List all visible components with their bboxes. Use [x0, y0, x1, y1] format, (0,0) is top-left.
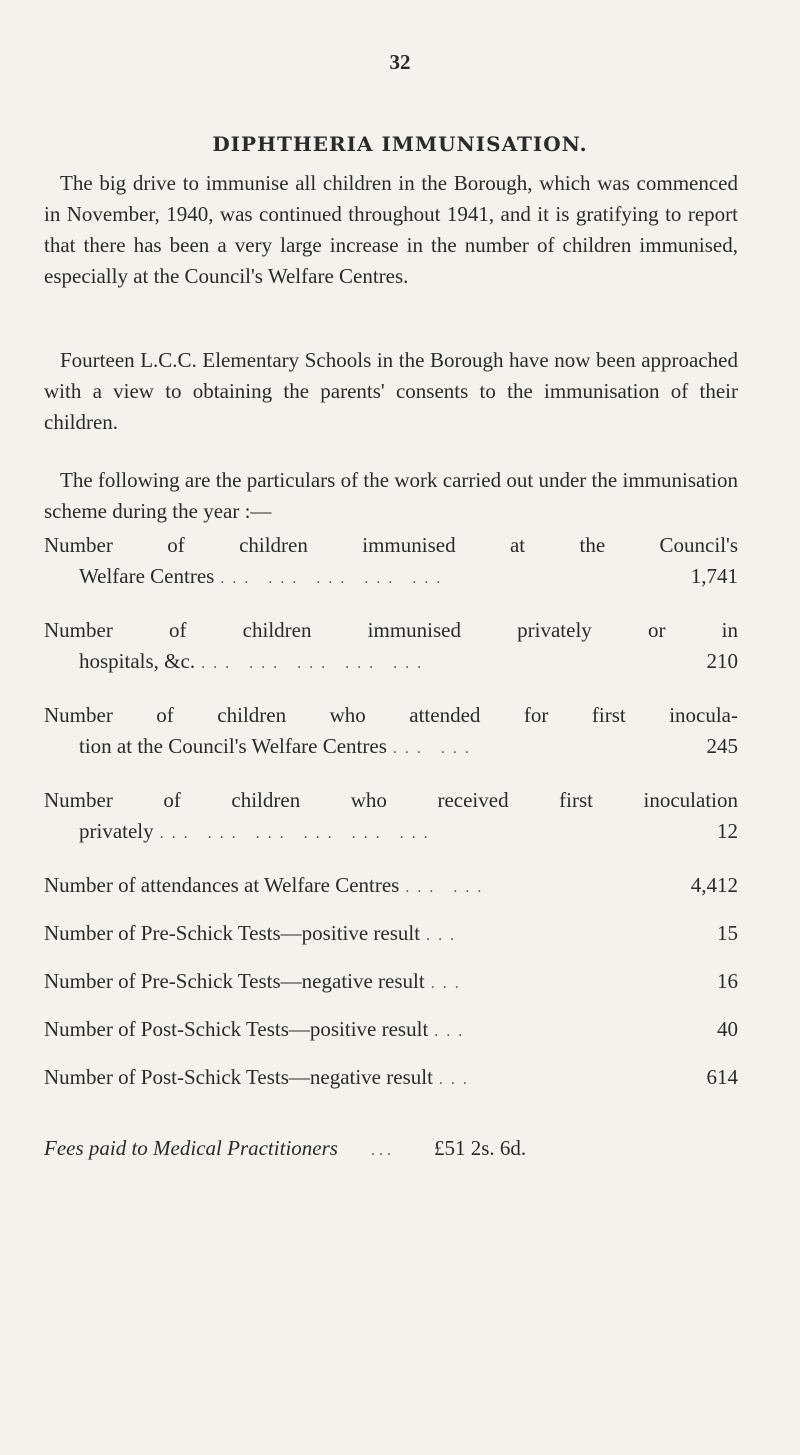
list-item: [44, 966, 738, 999]
item-label-line2: privately: [79, 819, 154, 843]
item-label: Number of Post-Schick Tests—positive result: [44, 1017, 429, 1041]
item-value: 12: [717, 819, 738, 843]
list-item: [44, 1062, 738, 1095]
leader-dots: ... ...: [392, 740, 477, 757]
list-item: [44, 530, 738, 594]
leader-dots: ...: [438, 1071, 475, 1088]
item-label: Number of Post-Schick Tests—negative result: [44, 1065, 433, 1089]
fees-line: [44, 1136, 738, 1161]
leader-dots: ... ... ... ... ...: [201, 655, 430, 672]
leader-dots: ...: [426, 927, 463, 944]
fees-value: £51 2s. 6d.: [433, 1136, 527, 1160]
item-label: Number of attendances at Welfare Centres: [44, 873, 400, 897]
leader-dots: ...: [370, 1142, 395, 1159]
item-label: Number of Pre-Schick Tests—positive result: [44, 921, 421, 945]
leader-dots: ...: [434, 1023, 471, 1040]
list-item: [44, 1014, 738, 1047]
fees-label: Fees paid to Medical Practitioners: [44, 1136, 338, 1160]
leader-dots: ...: [430, 975, 467, 992]
item-value: 16: [717, 969, 738, 993]
page-title: DIPHTHERIA IMMUNISATION.: [212, 132, 588, 156]
item-value: 4,412: [690, 873, 738, 897]
item-label-line1: Number of children who attended for first inocula-: [44, 703, 738, 727]
paragraph-text: Fourteen L.C.C. Elementary Schools in the Borough have now been approached with a view to obtaining the parents' consents to the immunisation of their children.: [44, 348, 738, 434]
item-label-line1: Number of children who received first inoculation: [44, 788, 738, 812]
list-item: [44, 615, 738, 679]
item-value: 15: [717, 921, 738, 945]
paragraph-text: The big drive to immunise all children in the Borough, which was commenced in November, 1940, was continued throughout 1941, and it is gratifying to report that there has been a very large increase in the number of children immunised, especially at the Council's Welfare Centres.: [44, 171, 738, 288]
list-item: [44, 918, 738, 951]
item-label-line2: Welfare Centres: [79, 564, 215, 588]
list-item: [44, 870, 738, 903]
item-value: 40: [717, 1017, 738, 1041]
paragraph-schools: [44, 345, 738, 438]
item-value: 245: [706, 734, 738, 758]
list-item: [44, 700, 738, 764]
item-label-line2: hospitals, &c.: [79, 649, 196, 673]
statistics-list: [44, 530, 738, 1095]
leader-dots: ... ... ... ... ...: [220, 570, 449, 587]
leader-dots: ... ...: [405, 879, 490, 896]
list-item: [44, 785, 738, 849]
paragraph-text: The following are the particulars of the work carried out under the immunisation scheme during the year :—: [44, 468, 738, 523]
item-value: 1,741: [690, 564, 738, 588]
paragraph-particulars: [44, 465, 738, 527]
leader-dots: ... ... ... ... ... ...: [159, 825, 436, 842]
paragraph-intro: [44, 168, 738, 292]
item-value: 614: [706, 1065, 738, 1089]
item-label-line1: Number of children immunised privately or in: [44, 618, 738, 642]
item-label: Number of Pre-Schick Tests—negative result: [44, 969, 425, 993]
item-label-line1: Number of children immunised at the Council's: [44, 533, 738, 557]
item-label-line2: tion at the Council's Welfare Centres: [79, 734, 387, 758]
page-number: 32: [389, 50, 411, 74]
item-value: 210: [706, 649, 738, 673]
